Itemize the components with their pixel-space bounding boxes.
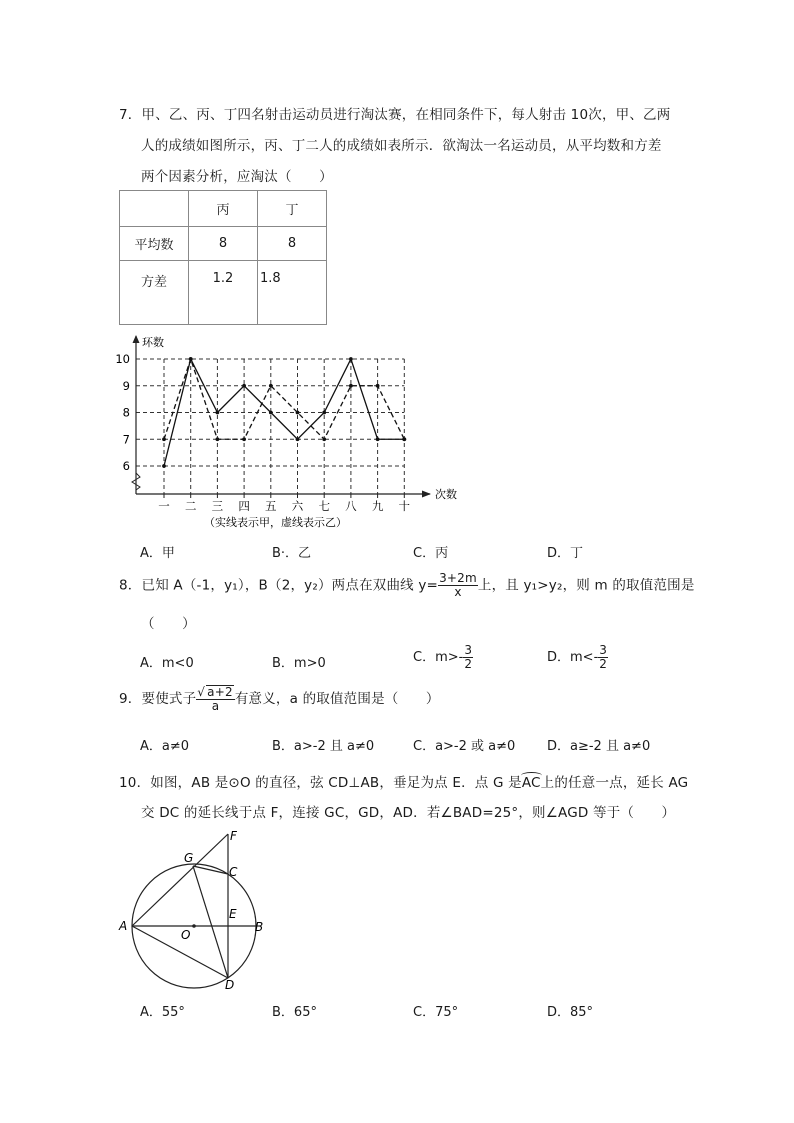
label-o: O: [181, 928, 191, 942]
q8-text-prefix: 8．已知 A（-1，y₁），B（2，y₂）两点在双曲线 y=: [119, 577, 439, 594]
data-point-jia-4: [242, 384, 246, 388]
q10-option-b[interactable]: B．65°: [272, 1005, 317, 1020]
y-tick-label-6: 6: [122, 459, 130, 473]
data-point-yi-7: [322, 437, 326, 441]
data-point-jia-1: [162, 464, 166, 468]
label-a: A: [119, 919, 128, 933]
line-gd: [193, 866, 228, 978]
q8-text-line-1: [119, 572, 695, 599]
q8-option-c-label: C．m>-: [413, 650, 464, 666]
data-point-yi-1: [162, 437, 166, 441]
series-line-yi: [164, 359, 404, 439]
q10-text-line-2: 交 DC 的延长线于点 F，连接 GC，GD，AD．若∠BAD=25°，则∠AGD 等于（ ）: [141, 805, 676, 821]
q8-option-c-den: 2: [464, 657, 472, 672]
q9-option-c[interactable]: C．a>-2 或 a≠0: [413, 739, 516, 754]
q10-option-a[interactable]: A．55°: [140, 1005, 185, 1020]
label-g: G: [184, 851, 194, 865]
circle-geometry-figure: [114, 825, 274, 995]
q8-answer-paren: （ ）: [141, 616, 196, 632]
table-cell-variance-bing: 1.2: [189, 261, 258, 325]
q9-text-suffix: 有意义，a 的取值范围是（ ）: [234, 691, 440, 708]
x-tick-label-8: 八: [345, 499, 357, 513]
q8-fraction-numerator: 3+2m: [439, 571, 477, 585]
q8-option-d-label: D．m<-: [547, 650, 599, 666]
x-tick-label-9: 九: [371, 499, 384, 513]
data-point-jia-6: [296, 437, 300, 441]
q8-option-b[interactable]: B．m>0: [272, 656, 326, 671]
data-point-yi-8: [349, 384, 353, 388]
q10-text-line-1: [119, 771, 688, 791]
q8-option-d-fraction: [598, 644, 608, 671]
q10-text-post: 上的任意一点，延长 AG: [540, 775, 689, 791]
label-e: E: [229, 907, 237, 921]
line-af: [132, 834, 228, 926]
table-row-label-variance: 方差: [120, 261, 189, 325]
y-tick-label-8: 8: [122, 405, 130, 420]
q8-option-d-den: 2: [599, 657, 607, 672]
data-point-yi-3: [216, 437, 220, 441]
data-point-jia-8: [349, 357, 353, 361]
q9-text-prefix: 9．要使式子: [119, 691, 197, 708]
x-axis-arrow: [422, 491, 431, 498]
data-point-yi-9: [376, 384, 380, 388]
q9-text-line: [119, 685, 440, 713]
y-tick-label-7: 7: [122, 432, 130, 447]
q9-option-b[interactable]: B．a>-2 且 a≠0: [272, 739, 375, 754]
data-point-jia-5: [269, 411, 273, 415]
chart-labels: [115, 335, 457, 529]
table-cell-mean-ding: 8: [258, 227, 327, 261]
q9-expression: [196, 685, 235, 713]
q9-sqrt-content: a+2: [207, 685, 233, 699]
x-tick-label-10: 十: [398, 499, 411, 513]
y-tick-label-9: 9: [122, 378, 130, 393]
table-header-empty: [120, 191, 189, 227]
x-tick-label-2: 二: [184, 499, 197, 513]
q8-text-suffix: 上，且 y₁>y₂，则 m 的取值范围是: [477, 577, 695, 594]
q10-option-d[interactable]: D．85°: [547, 1005, 594, 1020]
q7-option-b[interactable]: B·．乙: [272, 546, 312, 561]
q8-option-c[interactable]: [413, 644, 473, 671]
q10-option-c[interactable]: C．75°: [413, 1005, 459, 1020]
q8-fraction-denominator: x: [454, 585, 462, 600]
chart-caption: （实线表示甲，虚线表示乙）: [204, 516, 347, 529]
data-point-yi-5: [269, 384, 273, 388]
q7-option-a[interactable]: A．甲: [140, 546, 175, 561]
q7-score-table: [119, 190, 327, 325]
q8-option-a[interactable]: A．m<0: [140, 656, 194, 671]
data-point-yi-2: [189, 357, 193, 361]
data-point-jia-7: [322, 411, 326, 415]
x-tick-label-7: 七: [318, 499, 330, 513]
q7-text-line-2: 人的成绩如图所示，丙、丁二人的成绩如表所示．欲淘汰一名运动员，从平均数和方差: [141, 138, 662, 154]
y-axis-arrow: [133, 335, 140, 343]
data-point-yi-6: [296, 411, 300, 415]
data-point-yi-4: [242, 437, 246, 441]
q7-option-c[interactable]: C．丙: [413, 546, 449, 561]
q9-numerator: √ a+2: [197, 685, 233, 699]
table-cell-variance-ding: 1.8: [258, 261, 327, 325]
q10-arc-ac: AC: [521, 775, 541, 791]
q10-text-pre: 10．如图，AB 是⊙O 的直径，弦 CD⊥AB，垂足为点 E．点 G 是: [119, 775, 522, 791]
x-tick-label-1: 一: [158, 499, 170, 513]
q8-fraction: [438, 572, 478, 599]
x-tick-label-6: 六: [291, 499, 304, 513]
x-tick-label-5: 五: [265, 499, 277, 513]
y-tick-label-10: 10: [115, 352, 130, 366]
q7-text-line-1: 7．甲、乙、丙、丁四名射击运动员进行淘汰赛，在相同条件下，每人射击 10次，甲、乙两: [119, 107, 671, 123]
chart-grid: [136, 359, 404, 494]
line-gc: [193, 866, 228, 874]
x-axis-title: 次数: [435, 488, 457, 501]
y-axis-title: 环数: [142, 336, 164, 349]
data-point-jia-3: [216, 411, 220, 415]
q9-option-a[interactable]: A．a≠0: [140, 739, 190, 754]
table-cell-mean-bing: 8: [189, 227, 258, 261]
q8-option-c-fraction: [463, 644, 473, 671]
x-tick-label-4: 四: [238, 499, 250, 513]
q8-option-d[interactable]: [547, 644, 608, 671]
table-header-bing: 丙: [189, 191, 258, 227]
label-c: C: [229, 865, 238, 879]
q8-option-d-num: 3: [599, 643, 607, 657]
q7-text-line-3: 两个因素分析，应淘汰（ ）: [141, 169, 333, 185]
data-point-yi-10: [402, 437, 406, 441]
score-line-chart: [112, 332, 468, 532]
label-b: B: [255, 920, 264, 934]
table-row-label-mean: 平均数: [120, 227, 189, 261]
x-tick-label-3: 三: [211, 499, 224, 513]
q8-option-c-num: 3: [464, 643, 472, 657]
label-d: D: [225, 978, 235, 992]
center-point-o: [192, 924, 196, 928]
data-point-jia-9: [376, 437, 380, 441]
label-f: F: [230, 829, 237, 843]
q9-denominator: a: [211, 699, 220, 714]
q7-option-d[interactable]: D．丁: [547, 546, 584, 561]
q9-option-d[interactable]: D．a≥-2 且 a≠0: [547, 739, 651, 754]
table-header-ding: 丁: [258, 191, 327, 227]
